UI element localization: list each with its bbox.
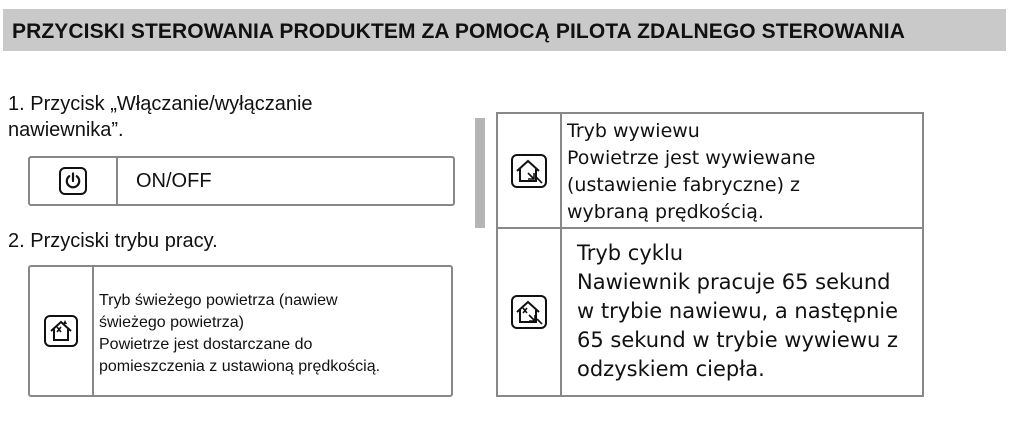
fresh-air-icon-cell	[30, 267, 94, 395]
on-off-button-row	[28, 156, 455, 206]
fresh-air-line-2: świeżego powietrza)	[99, 314, 244, 331]
cycle-line-3: w trybie nawiewu, a następnie	[577, 299, 899, 323]
house-cycle-icon	[511, 295, 547, 329]
exhaust-text	[562, 114, 815, 227]
cycle-icon-cell	[498, 229, 562, 395]
section-2-title: 2. Przyciski trybu pracy.	[8, 230, 218, 252]
on-off-label: ON/OFF	[136, 169, 212, 192]
on-off-icon-cell	[30, 158, 118, 204]
cycle-mode-row	[498, 229, 922, 395]
power-icon	[59, 167, 87, 195]
divider	[475, 118, 485, 228]
exhaust-line-3: (ustawienie fabryczne) z	[567, 174, 801, 196]
house-fresh-air-icon	[44, 315, 78, 347]
cycle-text	[562, 229, 898, 395]
cycle-line-2: Nawiewnik pracuje 65 sekund	[577, 270, 891, 294]
fresh-air-line-1: Tryb świeżego powietrza (nawiew	[99, 292, 338, 309]
cycle-line-1: Tryb cyklu	[577, 241, 684, 265]
cycle-line-4: 65 sekund w trybie wywiewu z	[577, 328, 899, 352]
modes-table	[496, 112, 924, 397]
header-bar	[3, 9, 1006, 51]
exhaust-line-2: Powietrze jest wywiewane	[567, 147, 816, 169]
fresh-air-text	[94, 267, 380, 395]
fresh-air-line-4: pomieszczenia z ustawioną prędkością.	[99, 358, 381, 375]
page-title: PRZYCISKI STEROWANIA PRODUKTEM ZA POMOCĄ PILOTA ZDALNEGO STEROWANIA	[12, 20, 905, 43]
exhaust-line-1: Tryb wywiewu	[567, 120, 700, 142]
section-1-title-line-2: nawiewnika”.	[8, 119, 124, 141]
cycle-line-5: odzyskiem ciepła.	[577, 357, 765, 381]
exhaust-line-4: wybraną prędkością.	[567, 201, 764, 223]
fresh-air-mode-row	[28, 265, 453, 397]
house-exhaust-icon	[511, 154, 547, 188]
exhaust-mode-row	[498, 114, 922, 229]
fresh-air-line-3: Powietrze jest dostarczane do	[99, 336, 313, 353]
exhaust-icon-cell	[498, 114, 562, 227]
section-1-title	[8, 91, 313, 143]
section-1-title-line-1: 1. Przycisk „Włączanie/wyłączanie	[8, 93, 313, 115]
